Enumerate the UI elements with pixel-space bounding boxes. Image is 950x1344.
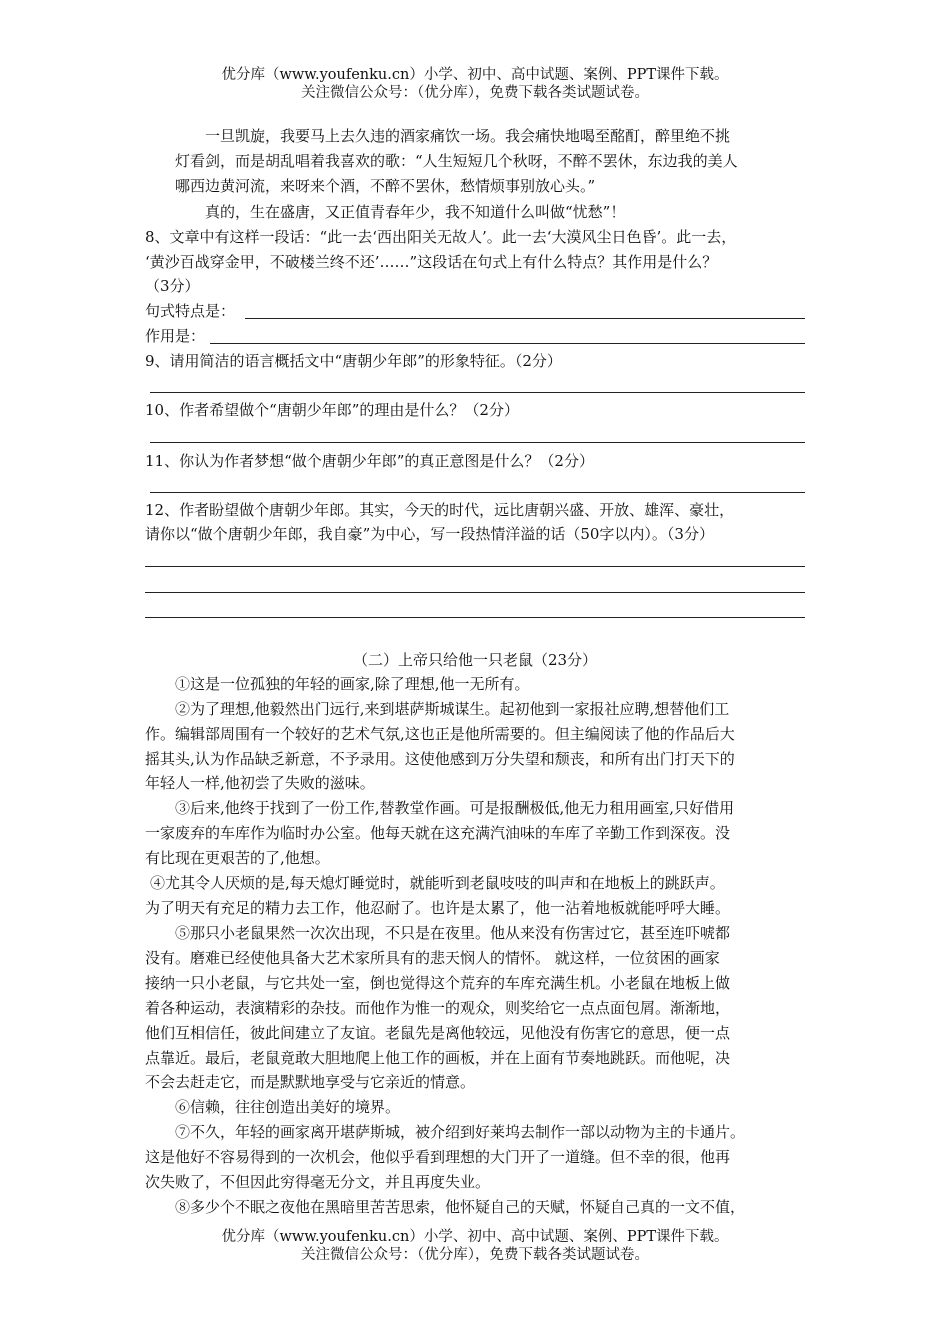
header-line-1: 优分库（www.youfenku.cn）小学、初中、高中试题、案例、PPT课件下载。 xyxy=(221,67,729,83)
story-paragraph: ⑥信赖，往往创造出美好的境界。 xyxy=(175,1098,401,1116)
page-header xyxy=(0,66,950,102)
story-paragraph: 这是他好不容易得到的一次机会，他似乎看到理想的大门开了一道缝。但不幸的很，他再 xyxy=(145,1148,731,1166)
answer-line[interactable] xyxy=(145,566,805,567)
paragraph-line: 真的，生在盛唐，又正值青春年少，我不知道什么叫做“忧愁”！ xyxy=(205,203,626,221)
question-9: 9、请用简洁的语言概括文中“唐朝少年郎”的形象特征。（2分） xyxy=(145,352,562,370)
story-paragraph: ③后来,他终于找到了一份工作,替教堂作画。可是报酬极低,他无力租用画室,只好借用 xyxy=(175,799,735,817)
story-paragraph: 一家废弃的车库作为临时办公室。他每天就在这充满汽油味的车库了辛勤工作到深夜。没 xyxy=(145,824,731,842)
question-12: 请你以“做个唐朝少年郎，我自豪”为中心，写一段热情洋溢的话（50字以内）。（3分） xyxy=(145,525,714,543)
story-paragraph: ⑧多少个不眠之夜他在黑暗里苦苦思索，他怀疑自己的天赋，怀疑自己真的一文不值， xyxy=(175,1198,746,1216)
story-paragraph: ①这是一位孤独的年轻的画家,除了理想,他一无所有。 xyxy=(175,675,530,693)
story-paragraph: 接纳一只小老鼠，与它共处一室，倒也觉得这个荒弃的车库充满生机。小老鼠在地板上做 xyxy=(145,974,731,992)
section-title: （二）上帝只给他一只老鼠（23分） xyxy=(352,651,598,669)
question-10: 10、作者希望做个“唐朝少年郎”的理由是什么？（2分） xyxy=(145,401,519,419)
story-paragraph: ⑤那只小老鼠果然一次次出现，不只是在夜里。他从来没有伤害过它，甚至连吓唬都 xyxy=(175,924,731,942)
story-paragraph: 年轻人一样,他初尝了失败的滋味。 xyxy=(145,774,375,792)
answer-line[interactable] xyxy=(245,318,805,319)
page-footer xyxy=(0,1228,950,1264)
story-paragraph: ④尤其令人厌烦的是,每天熄灯睡觉时，就能听到老鼠吱吱的叫声和在地板上的跳跃声。 xyxy=(150,874,725,892)
story-paragraph: ②为了理想,他毅然出门远行,来到堪萨斯城谋生。起初他到一家报社应聘,想替他们工 xyxy=(175,700,730,718)
answer-line[interactable] xyxy=(210,343,805,344)
story-paragraph: 点靠近。最后，老鼠竟敢大胆地爬上他工作的画板，并在上面有节奏地跳跃。而他呢，决 xyxy=(145,1049,731,1067)
footer-line-1: 优分库（www.youfenku.cn）小学、初中、高中试题、案例、PPT课件下载。 xyxy=(221,1229,729,1245)
question-12: 12、作者盼望做个唐朝少年郎。其实，今天的时代，远比唐朝兴盛、开放、雄浑、豪壮， xyxy=(145,501,735,519)
story-paragraph: 次失败了，不但因此穷得毫无分文，并且再度失业。 xyxy=(145,1173,491,1191)
question-8: （3分） xyxy=(145,277,200,295)
header-line-2: 关注微信公众号：（优分库），免费下载各类试题试卷。 xyxy=(301,85,649,101)
answer-label-feature: 句式特点是： xyxy=(145,302,236,320)
question-11: 11、你认为作者梦想“做个唐朝少年郎”的真正意图是什么？（2分） xyxy=(145,452,594,470)
answer-label-effect: 作用是： xyxy=(145,327,206,345)
story-paragraph: 着各种运动，表演精彩的杂技。而他作为惟一的观众，则奖给它一点点面包屑。渐渐地， xyxy=(145,999,731,1017)
paragraph-line: 一旦凯旋，我要马上去久违的酒家痛饮一场。我会痛快地喝至酩酊，醉里绝不挑 xyxy=(205,127,731,145)
question-8: 8、文章中有这样一段话：“此一去‘西出阳关无故人’。此一去‘大漠风尘日色昏’。此一去， xyxy=(145,228,737,246)
story-paragraph: 为了明天有充足的精力去工作，他忍耐了。也许是太累了，他一沾着地板就能呼呼大睡。 xyxy=(145,899,731,917)
story-paragraph: ⑦不久，年轻的画家离开堪萨斯城，被介绍到好莱坞去制作一部以动物为主的卡通片。 xyxy=(175,1123,746,1141)
paragraph-line: 哪西边黄河流，来呀来个酒，不醉不罢休，愁情烦事别放心头。” xyxy=(175,177,596,195)
story-paragraph: 作。编辑部周围有一个较好的艺术气氛,这也正是他所需要的。但主编阅读了他的作品后大 xyxy=(145,725,735,743)
answer-line[interactable] xyxy=(145,592,805,593)
story-paragraph: 不会去赶走它，而是默默地享受与它亲近的情意。 xyxy=(145,1073,476,1091)
paragraph-line: 灯看剑，而是胡乱唱着我喜欢的歌：“人生短短几个秋呀，不醉不罢休，东边我的美人 xyxy=(175,152,738,170)
answer-line[interactable] xyxy=(150,442,805,443)
story-paragraph: 摇其头,认为作品缺乏新意，不予录用。这使他感到万分失望和颓丧，和所有出门打天下的 xyxy=(145,750,735,768)
story-paragraph: 没有。磨难已经使他具备大艺术家所具有的悲天悯人的情怀。 就这样，一位贫困的画家 xyxy=(145,949,720,967)
story-paragraph: 有比现在更艰苦的了,他想。 xyxy=(145,849,330,867)
footer-line-2: 关注微信公众号：（优分库），免费下载各类试题试卷。 xyxy=(301,1247,649,1263)
question-8: ‘黄沙百战穿金甲，不破楼兰终不还’……”这段话在句式上有什么特点？其作用是什么？ xyxy=(145,253,718,271)
answer-line[interactable] xyxy=(150,392,805,393)
story-paragraph: 他们互相信任，彼此间建立了友谊。老鼠先是离他较远，见他没有伤害它的意思，便一点 xyxy=(145,1024,731,1042)
answer-line[interactable] xyxy=(150,492,805,493)
answer-line[interactable] xyxy=(145,617,805,618)
